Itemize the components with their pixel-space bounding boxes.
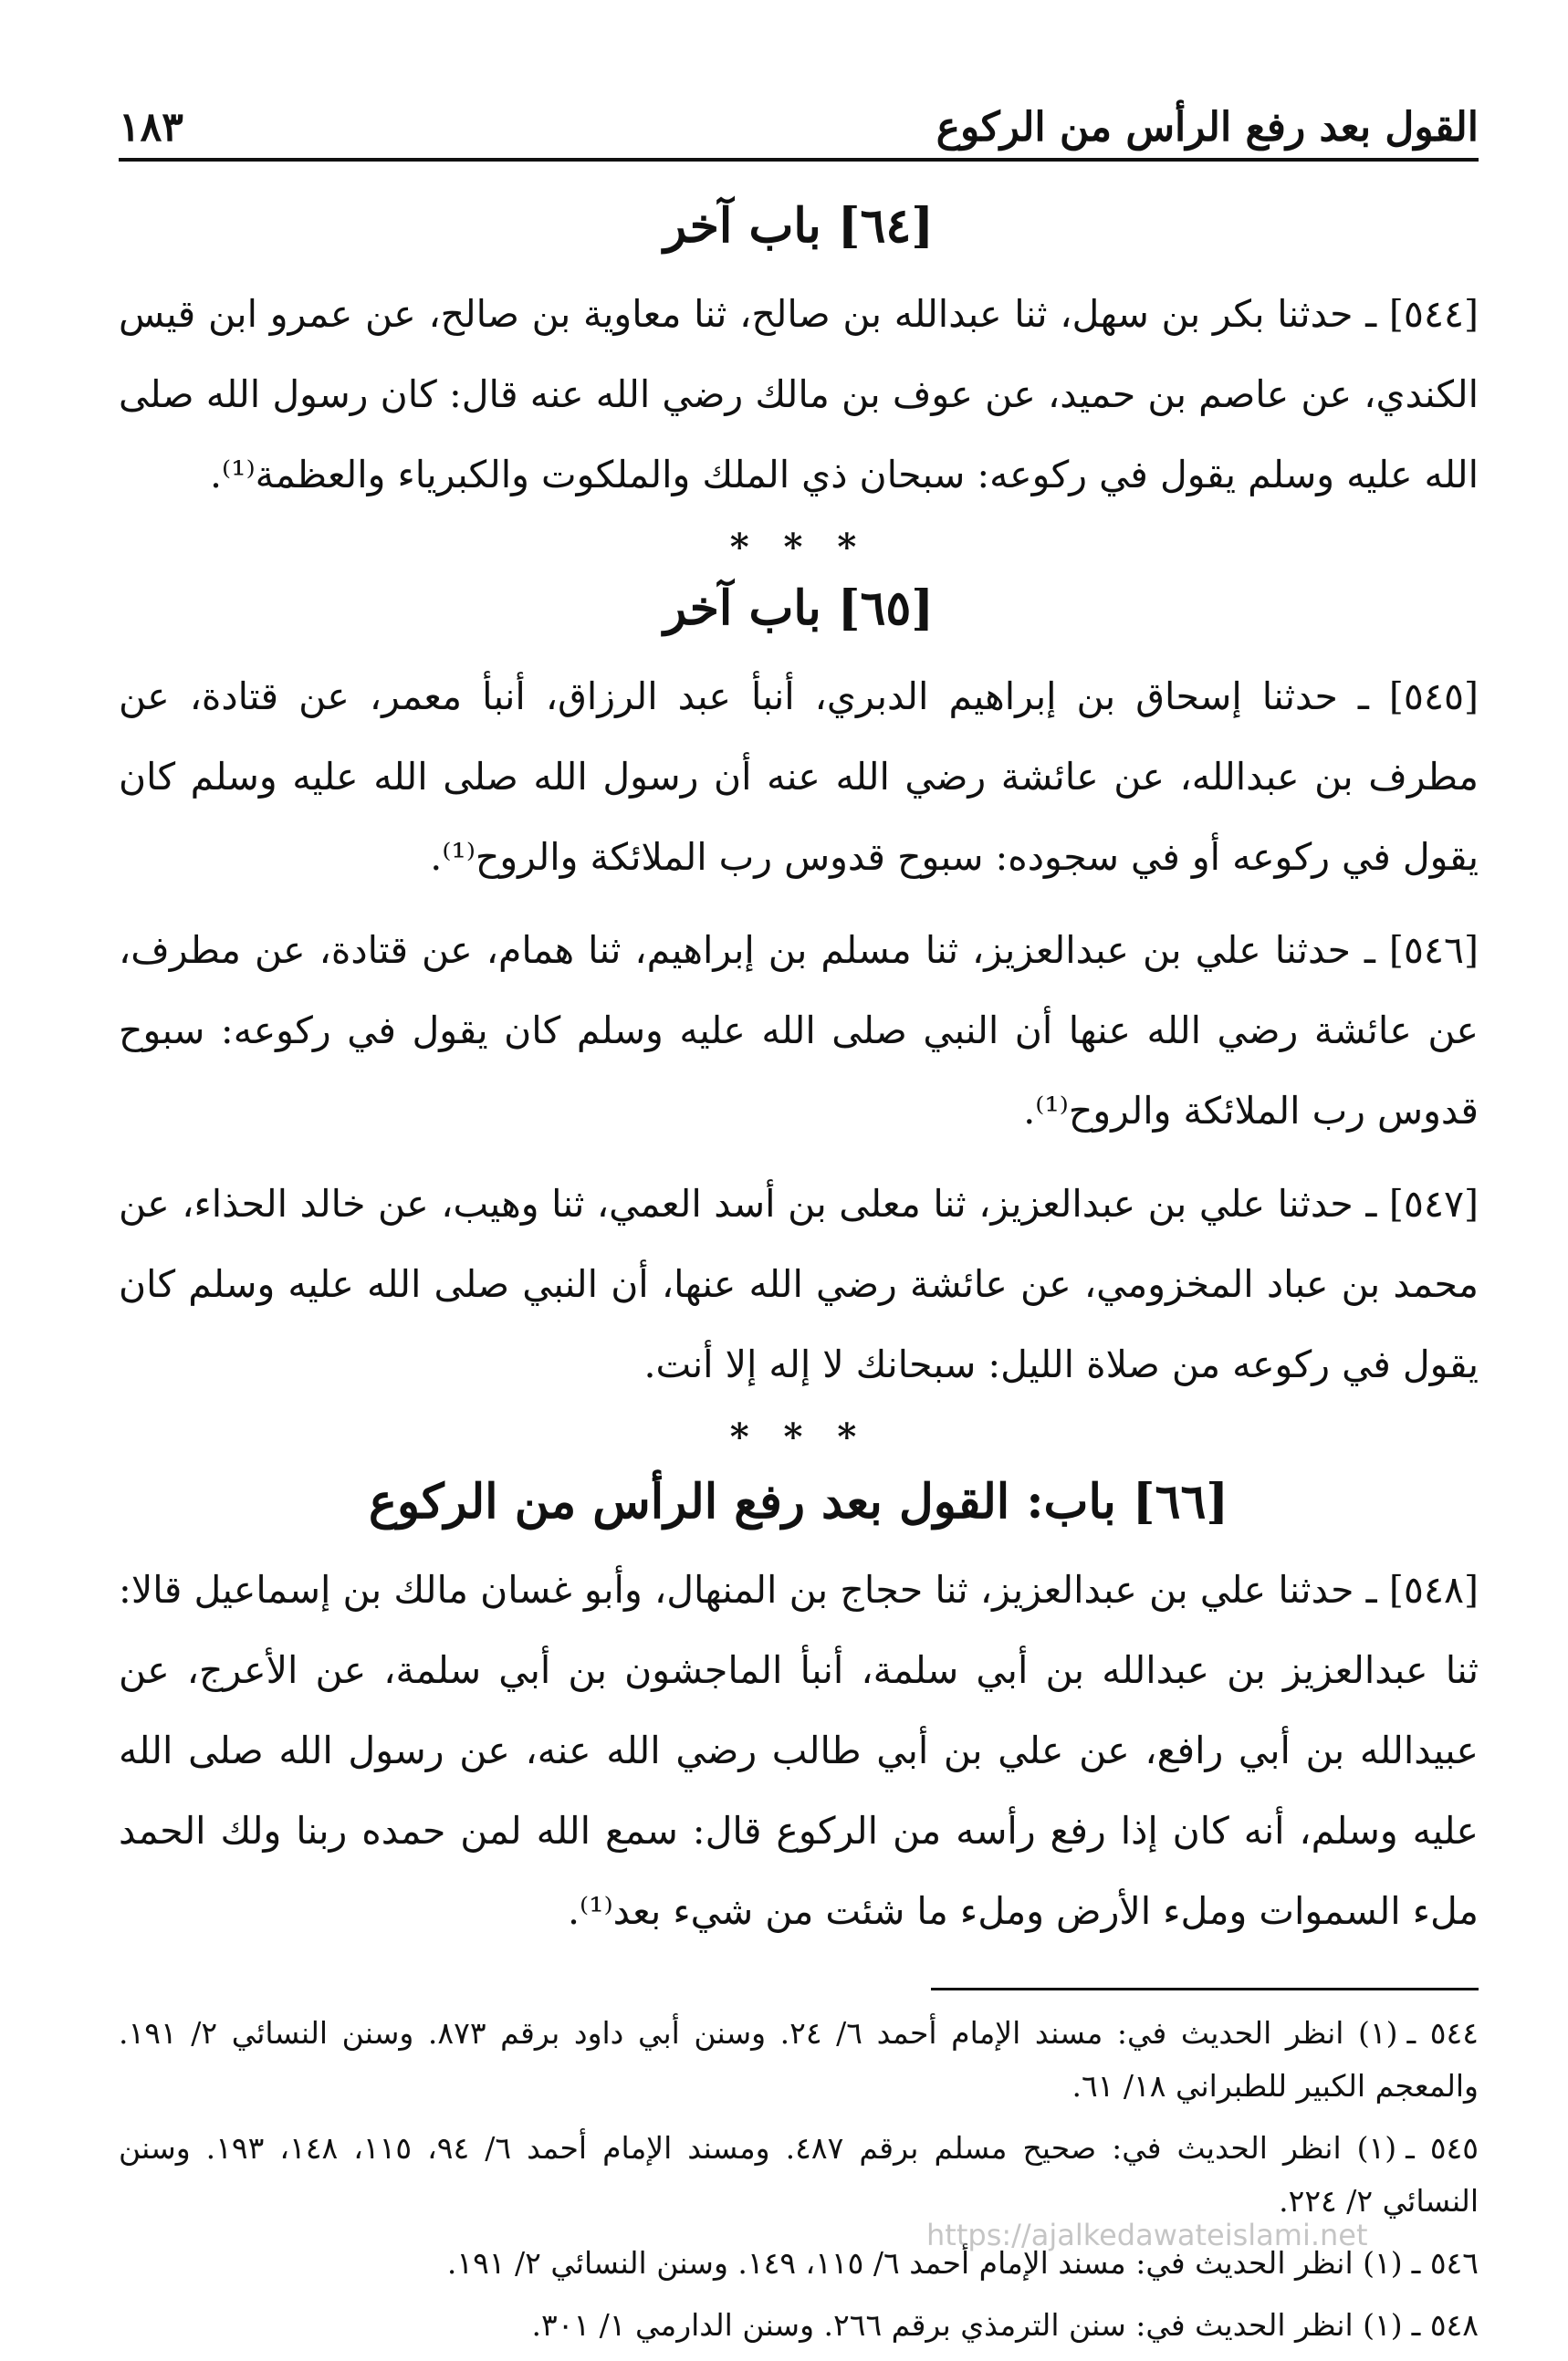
footnote-text: (١) انظر الحديث في: مسند الإمام أحمد ٦/ ٢٤. وسنن أبي داود برقم ٨٧٣. وسنن النسائي ٢/ ١٩١. والمعجم الكبير للطبراني ١٨/ ٦١. xyxy=(119,2015,1479,2104)
section-divider: * * * xyxy=(729,1416,868,1458)
footnote-number: ٥٤٥ ـ xyxy=(1406,2130,1479,2166)
footnote-text: (١) انظر الحديث في: مسند الإمام أحمد ٦/ ١١٥، ١٤٩. وسنن النسائي ٢/ ١٩١. xyxy=(446,2245,1403,2281)
book-page xyxy=(119,87,1479,2361)
footnote-number: ٥٤٨ ـ xyxy=(1411,2307,1479,2343)
running-header xyxy=(119,87,1479,151)
hadith-544: [٥٤٤] ـ حدثنا بكر بن سهل، ثنا عبدالله بن صالح، ثنا معاوية بن صالح، عن عمرو ابن قيس الكندي، عن عاصم بن حميد، عن عوف بن مالك رضي الله عنه قال: كان رسول الله صلى الله عليه وسلم يقول في ركوعه: سبحان ذي الملك والملكوت والكبرياء والعظمة⁽¹⁾. xyxy=(119,292,1479,496)
footnote-text: (١) انظر الحديث في: صحيح مسلم برقم ٤٨٧. ومسند الإمام أحمد ٦/ ٩٤، ١١٥، ١٤٨، ١٩٣. وسنن النسائي ٢/ ٢٢٤. xyxy=(119,2130,1479,2219)
footnote-text: (١) انظر الحديث في: سنن الترمذي برقم ٢٦٦. وسنن الدارمي ١/ ٣٠١. xyxy=(531,2307,1403,2343)
footnote-545 xyxy=(119,2122,1479,2228)
hadith-547: [٥٤٧] ـ حدثنا علي بن عبدالعزيز، ثنا معلى بن أسد العمي، ثنا وهيب، عن خالد الحذاء، عن محمد بن عباد المخزومي، عن عائشة رضي الله عنها، أن النبي صلى الله عليه وسلم كان يقول في ركوعه من صلاة الليل: سبحانك لا إله إلا أنت. xyxy=(119,1182,1479,1386)
hadith-545: [٥٤٥] ـ حدثنا إسحاق بن إبراهيم الدبري، أنبأ عبد الرزاق، أنبأ معمر، عن قتادة، عن مطرف بن عبدالله، عن عائشة رضي الله عنه أن رسول الله صلى الله عليه وسلم كان يقول في ركوعه أو في سجوده: سبوح قدوس رب الملائكة والروح⁽¹⁾. xyxy=(119,674,1479,879)
footnote-rule xyxy=(931,1988,1479,1990)
hadith-546: [٥٤٦] ـ حدثنا علي بن عبدالعزيز، ثنا مسلم بن إبراهيم، ثنا همام، عن قتادة، عن مطرف، عن عائشة رضي الله عنها أن النبي صلى الله عليه وسلم كان يقول في ركوعه: سبوح قدوس رب الملائكة والروح⁽¹⁾. xyxy=(119,928,1479,1133)
chapter-title-64: [٦٤] باب آخر xyxy=(664,198,934,254)
footnote-number: ٥٤٦ ـ xyxy=(1411,2245,1479,2281)
footnote-548 xyxy=(119,2299,1479,2352)
footnote-number: ٥٤٤ ـ xyxy=(1406,2015,1479,2051)
hadith-548: [٥٤٨] ـ حدثنا علي بن عبدالعزيز، ثنا حجاج بن المنهال، وأبو غسان مالك بن إسماعيل قالا: ثنا عبدالعزيز بن عبدالله بن أبي سلمة، أنبأ الماجشون بن أبي سلمة، عن الأعرج، عن عبيدالله بن أبي رافع، عن علي بن أبي طالب رضي الله عنه، عن رسول الله صلى الله عليه وسلم، أنه كان إذا رفع رأسه من الركوع قال: سمع الله لمن حمده ربنا ولك الحمد ملء السموات وملء الأرض وملء ما شئت من شيء بعد⁽¹⁾. xyxy=(119,1568,1479,1933)
chapter-title-65: [٦٥] باب آخر xyxy=(664,580,934,636)
footnote-544 xyxy=(119,2007,1479,2113)
running-title: القول بعد رفع الرأس من الركوع xyxy=(936,104,1479,151)
header-rule xyxy=(119,158,1479,162)
watermark-url: https://ajalkedawateislami.net xyxy=(926,2218,1368,2252)
chapter-title-66: [٦٦] باب: القول بعد رفع الرأس من الركوع xyxy=(369,1474,1228,1530)
section-divider: * * * xyxy=(729,526,868,569)
page-number: ١٨٣ xyxy=(119,104,183,151)
